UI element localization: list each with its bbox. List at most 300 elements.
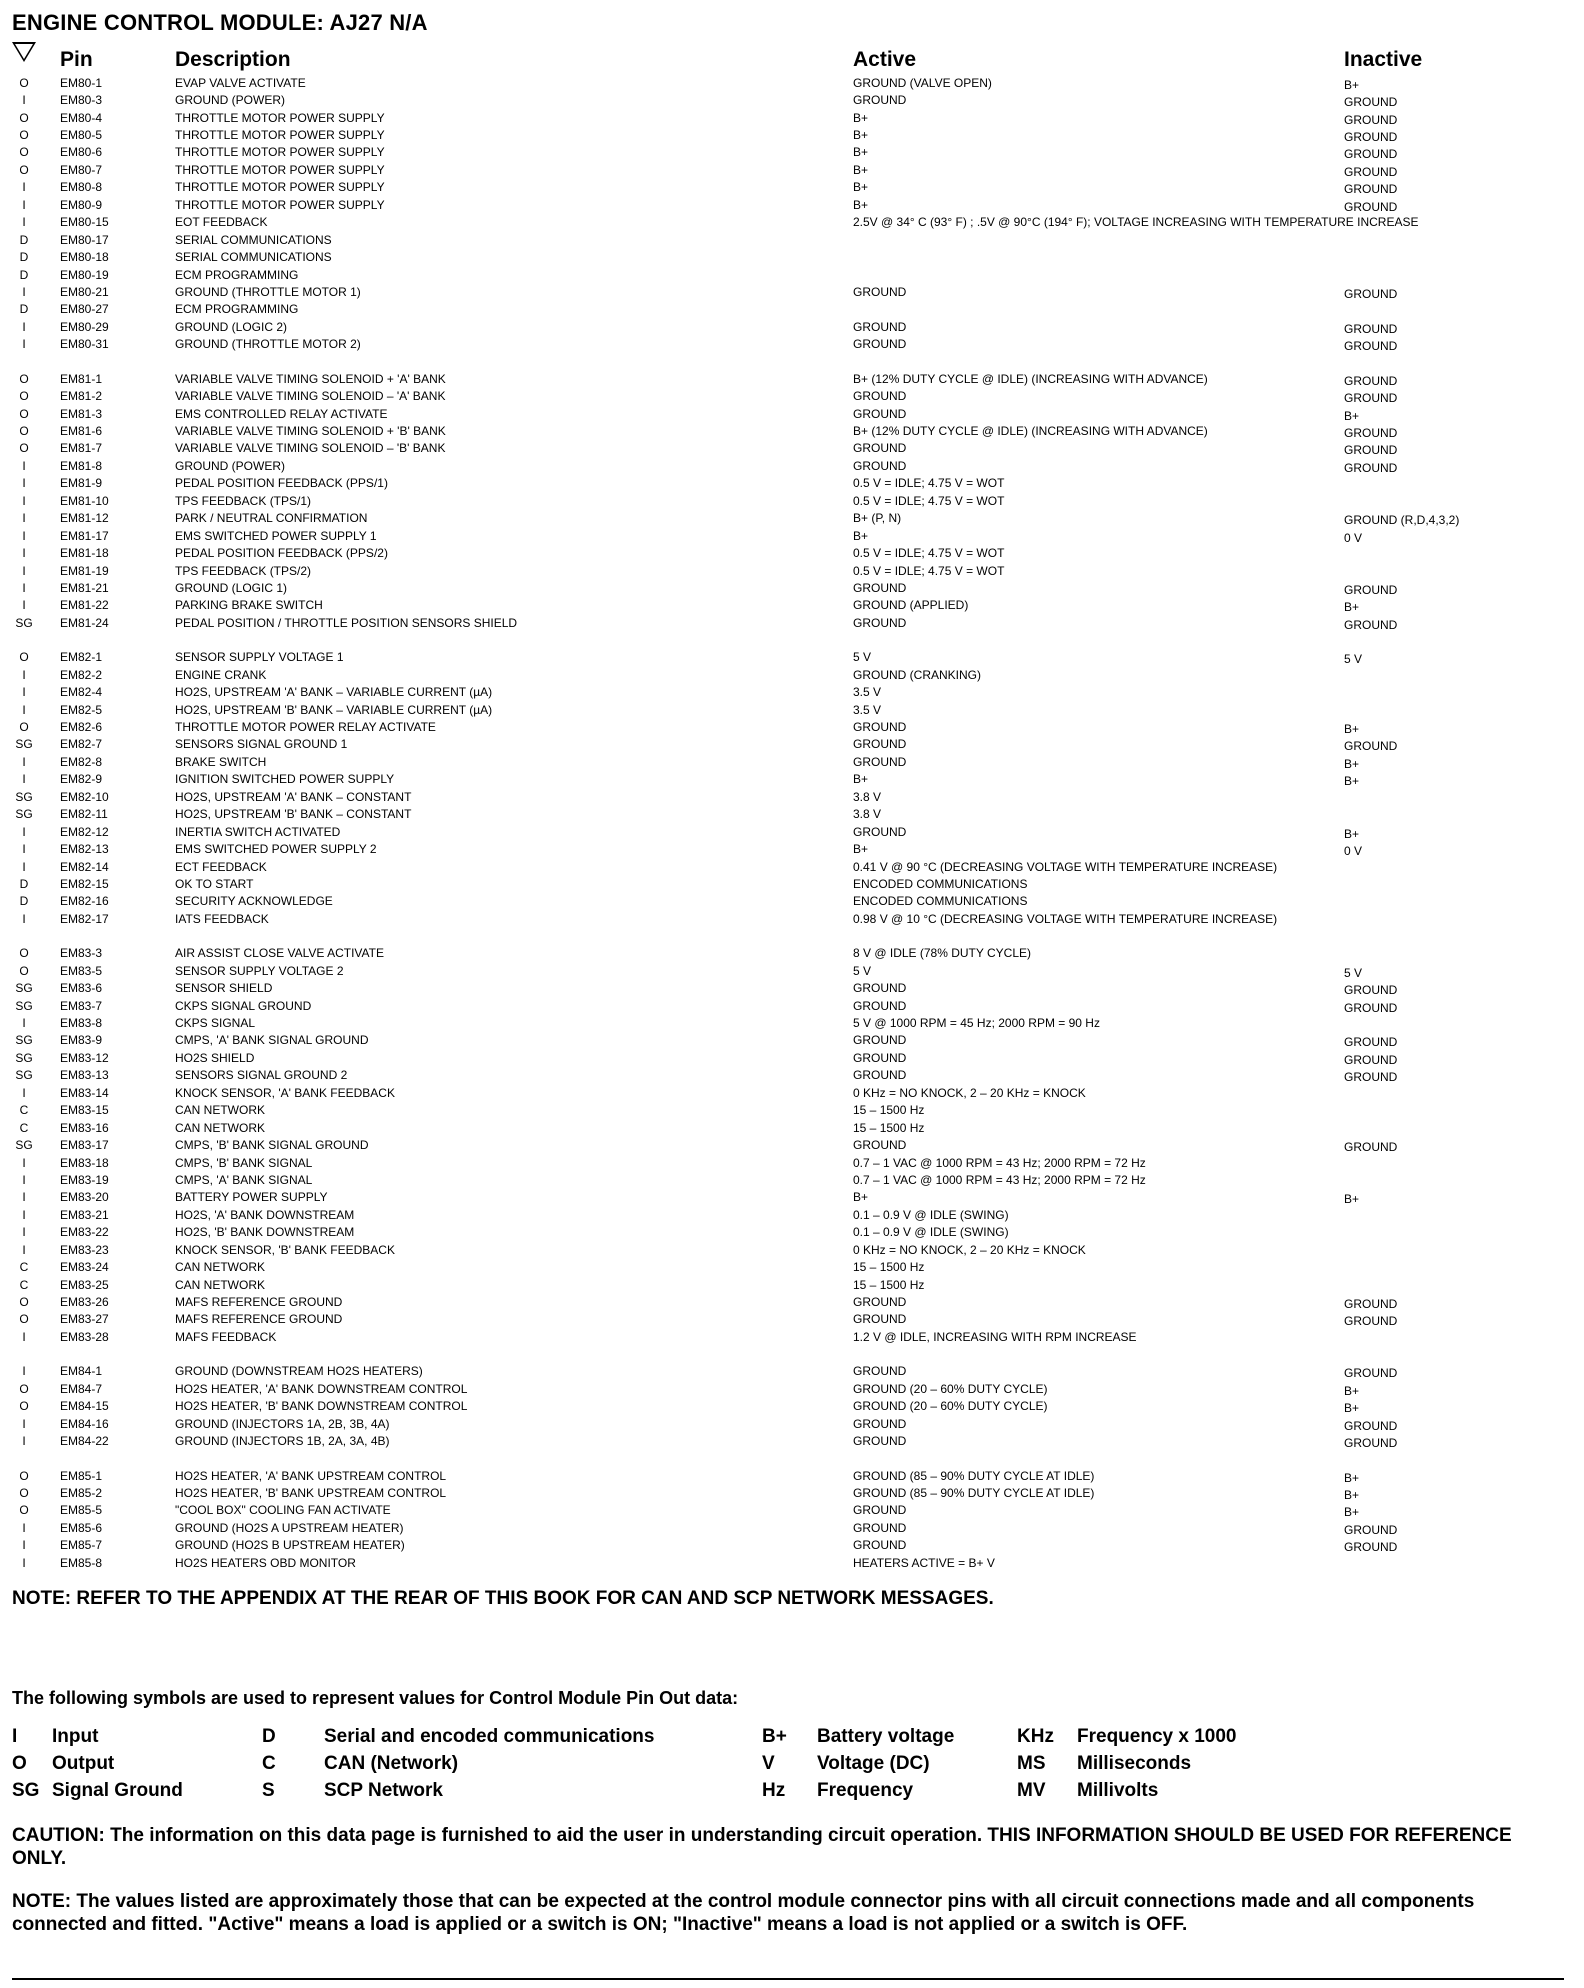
pin-type: I <box>22 685 26 700</box>
table-row <box>12 1224 1567 1241</box>
table-row <box>12 962 1567 979</box>
legend-item <box>1017 1750 1317 1777</box>
pin-description: SENSORS SIGNAL GROUND 2 <box>175 1068 348 1083</box>
active-value: GROUND <box>853 754 907 769</box>
active-value: GROUND <box>853 981 907 996</box>
table-row <box>12 336 1567 353</box>
pin-description: HO2S, UPSTREAM 'A' BANK – VARIABLE CURRENT (µA) <box>175 685 493 700</box>
inactive-value: B+ <box>1344 1383 1360 1398</box>
pin-description: CAN NETWORK <box>175 1103 265 1118</box>
active-value: 3.5 V <box>853 702 882 717</box>
inactive-value: GROUND <box>1344 1314 1398 1329</box>
active-value: GROUND <box>853 389 907 404</box>
inactive-value <box>1344 220 1567 224</box>
pin-description: IGNITION SWITCHED POWER SUPPLY <box>175 772 395 787</box>
inactive-value <box>1344 690 1567 694</box>
pin-description: SERIAL COMMUNICATIONS <box>175 250 332 265</box>
table-row <box>12 875 1567 892</box>
active-value: 15 – 1500 Hz <box>853 1277 925 1292</box>
pin-description: SENSOR SUPPLY VOLTAGE 2 <box>175 963 344 978</box>
active-value: 0.5 V = IDLE; 4.75 V = WOT <box>853 546 1005 561</box>
pin-description: THROTTLE MOTOR POWER SUPPLY <box>175 180 385 195</box>
pin-id: EM82-7 <box>60 737 103 752</box>
pin-description: HO2S, 'A' BANK DOWNSTREAM <box>175 1207 355 1222</box>
pin-type: SG <box>15 737 33 752</box>
pin-id: EM81-9 <box>60 476 103 491</box>
table-row <box>12 1119 1567 1136</box>
pin-id: EM81-12 <box>60 511 109 526</box>
pin-type: I <box>22 458 26 473</box>
legend-label: Input <box>52 1725 99 1747</box>
pin-description: GROUND (HO2S A UPSTREAM HEATER) <box>175 1520 404 1535</box>
inactive-value: B+ <box>1344 722 1360 737</box>
legend-label: Output <box>52 1752 115 1774</box>
pin-id: EM82-15 <box>60 876 109 891</box>
pin-type: I <box>22 1085 26 1100</box>
connector-group <box>12 1363 1567 1450</box>
pin-id: EM81-22 <box>60 598 109 613</box>
active-value: GROUND <box>853 824 907 839</box>
pin-type: I <box>22 511 26 526</box>
pin-type: D <box>19 267 29 282</box>
pin-description: OK TO START <box>175 876 254 891</box>
pin-type: I <box>22 1538 26 1553</box>
pin-type: O <box>19 371 29 386</box>
active-value: 8 V @ IDLE (78% DUTY CYCLE) <box>853 946 1032 961</box>
pin-id: EM82-14 <box>60 859 109 874</box>
inactive-value <box>1344 812 1567 816</box>
pin-description: SECURITY ACKNOWLEDGE <box>175 894 333 909</box>
legend-item <box>262 1750 762 1777</box>
inactive-value <box>1344 795 1567 799</box>
pin-id: EM82-6 <box>60 720 103 735</box>
pin-id: EM83-19 <box>60 1172 109 1187</box>
table-row <box>12 1206 1567 1223</box>
pin-id: EM82-4 <box>60 685 103 700</box>
active-value: GROUND <box>853 1538 907 1553</box>
pin-id: EM83-14 <box>60 1085 109 1100</box>
inactive-value: GROUND <box>1344 321 1398 336</box>
inactive-value <box>1344 1561 1567 1565</box>
inactive-value: GROUND <box>1344 443 1398 458</box>
table-row <box>12 788 1567 805</box>
pin-id: EM82-5 <box>60 702 103 717</box>
legend-column <box>12 1723 262 1804</box>
active-column-header: Active <box>853 48 917 71</box>
pin-type: SG <box>15 1050 33 1065</box>
pin-description: CMPS, 'B' BANK SIGNAL GROUND <box>175 1138 369 1153</box>
table-row <box>12 179 1567 196</box>
connector-group <box>12 945 1567 1346</box>
inactive-value <box>1344 1108 1567 1112</box>
pin-description: PEDAL POSITION / THROTTLE POSITION SENSORS SHIELD <box>175 615 518 630</box>
inactive-value: 5 V <box>1344 965 1363 980</box>
inactive-value: GROUND <box>1344 1297 1398 1312</box>
table-row <box>12 823 1567 840</box>
legend-item <box>12 1723 262 1750</box>
pin-type: I <box>22 284 26 299</box>
pin-description: HO2S, 'B' BANK DOWNSTREAM <box>175 1225 355 1240</box>
inactive-value <box>1344 255 1567 259</box>
active-value: GROUND <box>853 406 907 421</box>
table-row <box>12 997 1567 1014</box>
table-row <box>12 840 1567 857</box>
table-row <box>12 405 1567 422</box>
legend-code: V <box>762 1752 775 1774</box>
pin-type: I <box>22 1172 26 1187</box>
pin-description: AIR ASSIST CLOSE VALVE ACTIVATE <box>175 946 384 961</box>
table-row <box>12 1380 1567 1397</box>
table-row <box>12 161 1567 178</box>
inactive-value: GROUND <box>1344 1052 1398 1067</box>
table-row <box>12 579 1567 596</box>
table-row <box>12 1363 1567 1380</box>
active-value: 0.7 – 1 VAC @ 1000 RPM = 43 Hz; 2000 RPM = 72 Hz <box>853 1172 1146 1187</box>
inactive-value: B+ <box>1344 756 1360 771</box>
table-row <box>12 1258 1567 1275</box>
pin-type: SG <box>15 615 33 630</box>
pin-id: EM82-2 <box>60 667 103 682</box>
legend-label: Milliseconds <box>1077 1752 1192 1774</box>
pin-id: EM80-15 <box>60 215 109 230</box>
inactive-value: GROUND <box>1344 1070 1398 1085</box>
active-value: B+ <box>853 110 869 125</box>
table-row <box>12 1049 1567 1066</box>
inactive-value: GROUND <box>1344 1000 1398 1015</box>
legend-item <box>12 1777 262 1804</box>
inactive-value <box>1344 899 1567 903</box>
pin-id: EM84-22 <box>60 1434 109 1449</box>
active-value: 5 V <box>853 963 872 978</box>
active-value: GROUND <box>853 284 907 299</box>
inactive-value: GROUND <box>1344 199 1398 214</box>
pin-type: O <box>19 162 29 177</box>
active-value: 3.5 V <box>853 685 882 700</box>
pin-id: EM83-18 <box>60 1155 109 1170</box>
pin-type: I <box>22 1364 26 1379</box>
table-row <box>12 1067 1567 1084</box>
active-value: B+ <box>853 197 869 212</box>
active-value: B+ <box>853 1190 869 1205</box>
inactive-value: 0 V <box>1344 530 1363 545</box>
pin-description: ENGINE CRANK <box>175 667 267 682</box>
pin-type: I <box>22 1555 26 1570</box>
legend-label: CAN (Network) <box>324 1752 459 1774</box>
active-value: B+ (P, N) <box>853 511 902 526</box>
legend-label: Frequency <box>817 1779 914 1801</box>
active-value: HEATERS ACTIVE = B+ V <box>853 1555 995 1570</box>
pin-type: O <box>19 1468 29 1483</box>
inactive-value: B+ <box>1344 1470 1360 1485</box>
pin-description: CKPS SIGNAL GROUND <box>175 998 312 1013</box>
pin-description: THROTTLE MOTOR POWER SUPPLY <box>175 128 385 143</box>
pin-id: EM85-1 <box>60 1468 103 1483</box>
active-value: B+ (12% DUTY CYCLE @ IDLE) (INCREASING WITH ADVANCE) <box>853 371 1208 386</box>
inactive-value: GROUND <box>1344 1418 1398 1433</box>
inactive-value <box>1344 1021 1567 1025</box>
pin-type: I <box>22 598 26 613</box>
pin-type: I <box>22 1329 26 1344</box>
table-row <box>12 248 1567 265</box>
pin-description: MAFS FEEDBACK <box>175 1329 277 1344</box>
pin-type: O <box>19 1485 29 1500</box>
pin-id: EM81-8 <box>60 458 103 473</box>
inactive-value <box>1344 499 1567 503</box>
table-row <box>12 283 1567 300</box>
pin-type: I <box>22 824 26 839</box>
legend-item <box>262 1777 762 1804</box>
pin-description: PEDAL POSITION FEEDBACK (PPS/2) <box>175 546 388 561</box>
pin-description: PEDAL POSITION FEEDBACK (PPS/1) <box>175 476 388 491</box>
pin-description: VARIABLE VALVE TIMING SOLENOID – 'A' BANK <box>175 389 446 404</box>
table-row <box>12 736 1567 753</box>
pin-id: EM81-3 <box>60 406 103 421</box>
pin-description: EOT FEEDBACK <box>175 215 268 230</box>
inactive-value: GROUND <box>1344 391 1398 406</box>
table-row <box>12 492 1567 509</box>
table-row <box>12 1102 1567 1119</box>
pin-description: KNOCK SENSOR, 'B' BANK FEEDBACK <box>175 1242 395 1257</box>
active-value: GROUND <box>853 1138 907 1153</box>
legend-item <box>12 1750 262 1777</box>
pin-description: SENSOR SHIELD <box>175 981 273 996</box>
pin-description: THROTTLE MOTOR POWER SUPPLY <box>175 145 385 160</box>
active-value: 15 – 1500 Hz <box>853 1120 925 1135</box>
pin-id: EM85-5 <box>60 1503 103 1518</box>
inactive-value <box>1344 1248 1567 1252</box>
table-row <box>12 1241 1567 1258</box>
pin-type: I <box>22 563 26 578</box>
active-value: GROUND <box>853 458 907 473</box>
pin-id: EM80-19 <box>60 267 109 282</box>
active-value: 15 – 1500 Hz <box>853 1103 925 1118</box>
pin-type: O <box>19 110 29 125</box>
table-row <box>12 1014 1567 1031</box>
pin-type: D <box>19 232 29 247</box>
pin-description: GROUND (LOGIC 2) <box>175 319 288 334</box>
active-value: 0.1 – 0.9 V @ IDLE (SWING) <box>853 1207 1009 1222</box>
legend-code: MS <box>1017 1752 1046 1774</box>
pin-description: GROUND (POWER) <box>175 458 285 473</box>
pin-description: INERTIA SWITCH ACTIVATED <box>175 824 341 839</box>
pin-description: VARIABLE VALVE TIMING SOLENOID + 'B' BANK <box>175 424 446 439</box>
table-row <box>12 301 1567 318</box>
pin-type: D <box>19 302 29 317</box>
pin-id: EM81-24 <box>60 615 109 630</box>
pin-id: EM80-1 <box>60 75 103 90</box>
legend-column <box>1017 1723 1317 1804</box>
inactive-value: GROUND <box>1344 95 1398 110</box>
legend-code: MV <box>1017 1779 1046 1801</box>
legend-code: O <box>12 1752 27 1774</box>
pin-description: CMPS, 'B' BANK SIGNAL <box>175 1155 313 1170</box>
legend-code: B+ <box>762 1725 787 1747</box>
pin-id: EM82-16 <box>60 894 109 909</box>
pin-type: I <box>22 319 26 334</box>
pin-id: EM83-24 <box>60 1260 109 1275</box>
table-row <box>12 214 1567 231</box>
table-row <box>12 858 1567 875</box>
table-row <box>12 74 1567 91</box>
pin-id: EM85-8 <box>60 1555 103 1570</box>
pin-type: D <box>19 250 29 265</box>
active-value: GROUND <box>853 1364 907 1379</box>
pin-description: EVAP VALVE ACTIVATE <box>175 75 306 90</box>
legend-item <box>762 1723 1017 1750</box>
pin-type: O <box>19 946 29 961</box>
table-row <box>12 196 1567 213</box>
table-row <box>12 893 1567 910</box>
pin-type: C <box>19 1103 29 1118</box>
inactive-value <box>1344 1091 1567 1095</box>
active-value: GROUND <box>853 93 907 108</box>
pin-id: EM83-28 <box>60 1329 109 1344</box>
caution-text: CAUTION: The information on this data page is furnished to aid the user in understanding circuit operation. THIS INFORMATION SHOULD BE USED FOR REFERENCE ONLY. <box>12 1825 1512 1870</box>
active-value: GROUND <box>853 1312 907 1327</box>
active-value: 3.8 V <box>853 807 882 822</box>
pin-type: I <box>22 580 26 595</box>
pin-id: EM81-1 <box>60 371 103 386</box>
table-row <box>12 91 1567 108</box>
legend-column <box>762 1723 1017 1804</box>
inactive-value <box>1344 551 1567 555</box>
pin-description: IATS FEEDBACK <box>175 911 269 926</box>
active-value: B+ <box>853 162 869 177</box>
pin-description: SENSORS SIGNAL GROUND 1 <box>175 737 348 752</box>
table-row <box>12 231 1567 248</box>
connector-group <box>12 74 1567 353</box>
inactive-value: GROUND <box>1344 1522 1398 1537</box>
pin-id: EM83-25 <box>60 1277 109 1292</box>
inactive-value: GROUND <box>1344 164 1398 179</box>
active-value: ENCODED COMMUNICATIONS <box>853 894 1028 909</box>
pin-description: ECM PROGRAMMING <box>175 302 299 317</box>
table-row <box>12 683 1567 700</box>
pin-id: EM81-17 <box>60 528 109 543</box>
pin-id: EM83-7 <box>60 998 103 1013</box>
inactive-value: 5 V <box>1344 652 1363 667</box>
pin-type: I <box>22 546 26 561</box>
pin-description: HO2S, UPSTREAM 'A' BANK – CONSTANT <box>175 789 412 804</box>
pin-type: I <box>22 1242 26 1257</box>
pin-id: EM82-1 <box>60 650 103 665</box>
description-column-header: Description <box>175 48 291 71</box>
inactive-value <box>1344 1161 1567 1165</box>
inactive-value: GROUND <box>1344 1436 1398 1451</box>
table-row <box>12 144 1567 161</box>
inactive-value <box>1344 569 1567 573</box>
active-value: 5 V <box>853 650 872 665</box>
pin-description: HO2S, UPSTREAM 'B' BANK – VARIABLE CURRENT (µA) <box>175 702 493 717</box>
table-row <box>12 475 1567 492</box>
table-row <box>12 422 1567 439</box>
pin-id: EM84-7 <box>60 1381 103 1396</box>
active-value: GROUND <box>853 1295 907 1310</box>
table-row <box>12 1171 1567 1188</box>
pin-type: I <box>22 702 26 717</box>
legend-column <box>262 1723 762 1804</box>
table-row <box>12 1467 1567 1484</box>
inactive-value: GROUND <box>1344 147 1398 162</box>
pin-id: EM80-6 <box>60 145 103 160</box>
table-row <box>12 370 1567 387</box>
pin-type: D <box>19 894 29 909</box>
legend-label: Voltage (DC) <box>817 1752 930 1774</box>
inactive-value <box>1344 238 1567 242</box>
pin-id: EM84-16 <box>60 1416 109 1431</box>
pin-id: EM81-10 <box>60 493 109 508</box>
active-value: GROUND <box>853 1503 907 1518</box>
table-row <box>12 318 1567 335</box>
pin-type: SG <box>15 998 33 1013</box>
pin-id: EM85-6 <box>60 1520 103 1535</box>
active-value: GROUND <box>853 580 907 595</box>
legend-code: I <box>12 1725 18 1747</box>
pin-id: EM82-17 <box>60 911 109 926</box>
pin-type: SG <box>15 789 33 804</box>
pin-description: CAN NETWORK <box>175 1277 265 1292</box>
pin-description: HO2S, UPSTREAM 'B' BANK – CONSTANT <box>175 807 412 822</box>
active-value: GROUND (20 – 60% DUTY CYCLE) <box>853 1381 1048 1396</box>
pin-type: I <box>22 772 26 787</box>
table-row <box>12 109 1567 126</box>
active-value: 0.1 – 0.9 V @ IDLE (SWING) <box>853 1225 1009 1240</box>
pin-type: I <box>22 337 26 352</box>
inactive-value: GROUND <box>1344 1035 1398 1050</box>
pin-type: I <box>22 476 26 491</box>
pin-id: EM85-7 <box>60 1538 103 1553</box>
pin-description: EMS SWITCHED POWER SUPPLY 2 <box>175 842 377 857</box>
pin-type: O <box>19 389 29 404</box>
active-value: B+ <box>853 128 869 143</box>
table-row <box>12 1398 1567 1415</box>
pin-type: O <box>19 720 29 735</box>
active-value: 0 KHz = NO KNOCK, 2 – 20 KHz = KNOCK <box>853 1085 1086 1100</box>
pin-id: EM80-31 <box>60 337 109 352</box>
pin-id: EM80-4 <box>60 110 103 125</box>
pin-description: CMPS, 'A' BANK SIGNAL GROUND <box>175 1033 369 1048</box>
pin-type: O <box>19 1312 29 1327</box>
symbol-legend <box>12 1723 1567 1804</box>
table-row <box>12 457 1567 474</box>
inactive-value: GROUND <box>1344 130 1398 145</box>
pin-id: EM83-8 <box>60 1016 103 1031</box>
table-row <box>12 1084 1567 1101</box>
pin-id: EM82-8 <box>60 754 103 769</box>
table-row <box>12 387 1567 404</box>
legend-code: S <box>262 1779 275 1801</box>
pin-type: I <box>22 1434 26 1449</box>
connector-group <box>12 1467 1567 1572</box>
inactive-value: GROUND <box>1344 1366 1398 1381</box>
pin-id: EM83-26 <box>60 1295 109 1310</box>
pin-description: PARKING BRAKE SWITCH <box>175 598 323 613</box>
pin-type: I <box>22 859 26 874</box>
inactive-value <box>1344 708 1567 712</box>
pin-description: MAFS REFERENCE GROUND <box>175 1312 343 1327</box>
active-value: GROUND <box>853 319 907 334</box>
pin-description: BATTERY POWER SUPPLY <box>175 1190 328 1205</box>
table-row <box>12 1136 1567 1153</box>
legend-code: C <box>262 1752 276 1774</box>
active-value: 0.41 V @ 90 °C (DECREASING VOLTAGE WITH TEMPERATURE INCREASE) <box>853 859 1278 874</box>
legend-code: SG <box>12 1779 40 1801</box>
page-title: ENGINE CONTROL MODULE: AJ27 N/A <box>12 10 428 35</box>
table-row <box>12 1537 1567 1554</box>
pin-description: HO2S HEATER, 'B' BANK DOWNSTREAM CONTROL <box>175 1399 468 1414</box>
pin-description: HO2S HEATERS OBD MONITOR <box>175 1555 356 1570</box>
triangle-icon <box>12 42 36 62</box>
